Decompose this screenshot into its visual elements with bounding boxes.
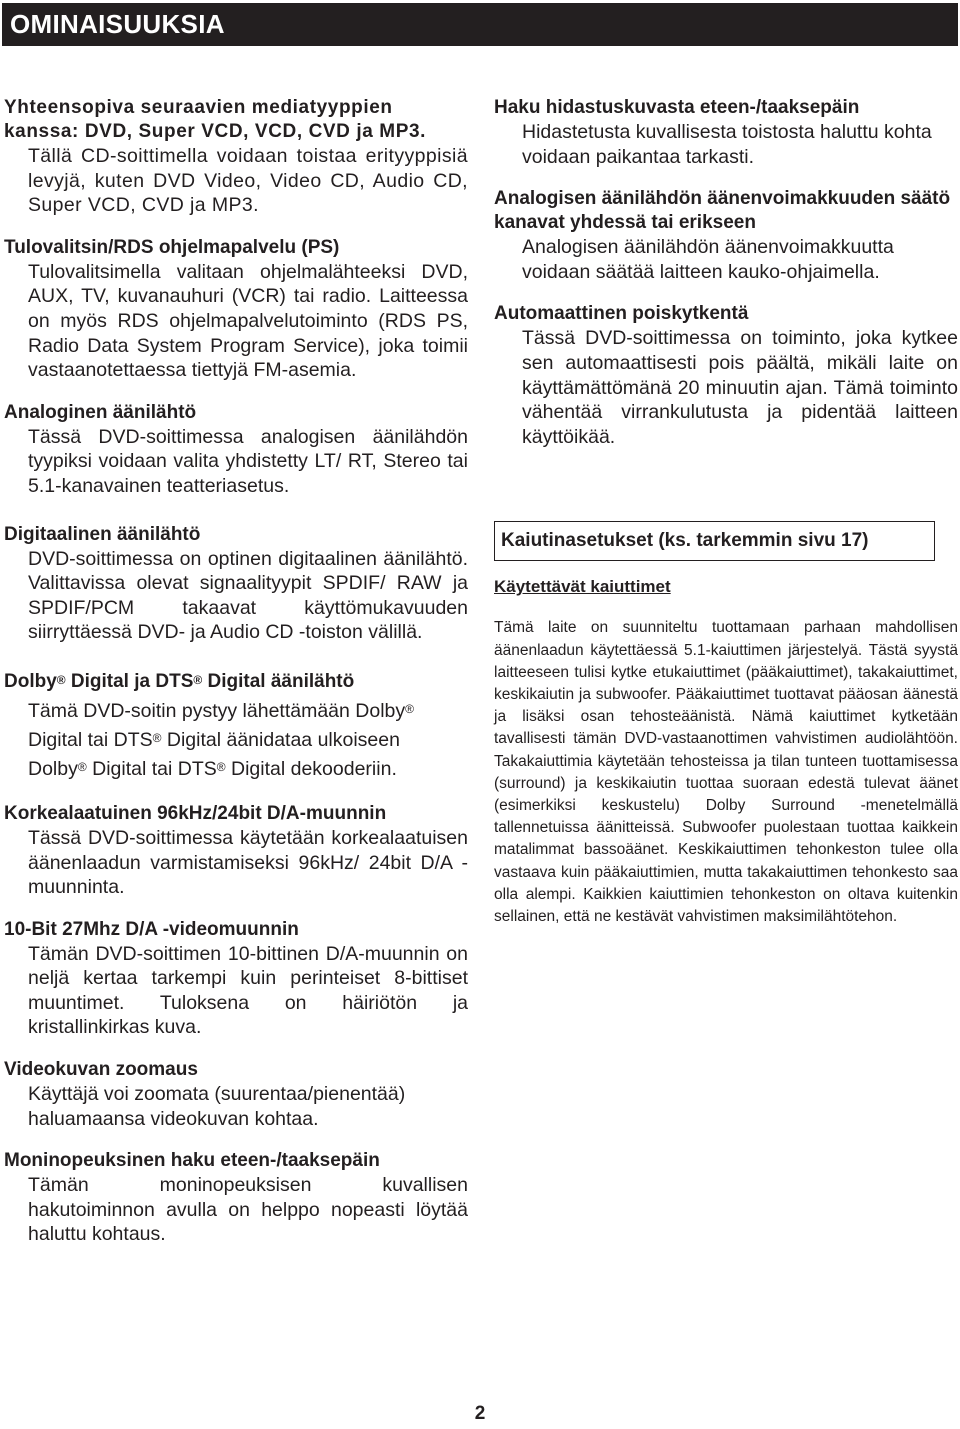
section-title: Videokuvan zoomaus: [4, 1059, 198, 1081]
section-body: Tässä DVD-soittimessa analogisen äänilähdön tyypiksi voidaan valita yhdistetty LT/ RT, Stereo tai 5.1-kanavainen teatteriasetus.: [28, 425, 468, 497]
body-part: Digital tai DTS: [28, 728, 153, 751]
section-body: Tällä CD-soittimella voidaan toistaa erityyppisiä levyjä, kuten DVD Video, Video CD, Audio CD, Super VCD, CVD ja MP3.: [28, 145, 468, 217]
section-title: Automaattinen poiskytkentä: [494, 303, 749, 325]
section-volume-control: [494, 187, 958, 284]
section-title: Haku hidastuskuvasta eteen-/taaksepäin: [494, 97, 860, 118]
title-part: Digital äänilähtö: [202, 670, 355, 692]
section-slow-search: [494, 96, 958, 169]
title-part: Digital ja DTS: [65, 670, 194, 692]
section-title: 10-Bit 27Mhz D/A -videomuunnin: [4, 918, 299, 940]
section-title: Digitaalinen äänilähtö: [4, 523, 201, 545]
section-dac-audio: [4, 802, 468, 900]
section-title: Moninopeuksinen haku eteen-/taaksepäin: [4, 1150, 380, 1172]
registered-mark-icon: ®: [152, 730, 162, 745]
section-digital-audio: [4, 523, 468, 645]
section-title: Korkealaatuinen 96kHz/24bit D/A-muunnin: [4, 802, 387, 824]
section-body: Tulovalitsimella valitaan ohjelmalähteeksi DVD, AUX, TV, kuvanauhuri (VCR) tai radio. Laitteessa on myös RDS ohjelmapalvelutoiminto (RDS PS, Radio Data System Program Service), joka toimii vastaanotettaessa tiettyjä FM-asemia.: [28, 260, 468, 382]
registered-mark-icon: ®: [216, 759, 226, 774]
section-multispeed-search: [4, 1149, 468, 1247]
section-body: Tässä DVD-soittimessa on toiminto, joka kytkee sen automaattisesti pois päältä, mikäli laite on käyttämättömänä 20 minuutin ajan. Tämä toiminto vähentää virrankulutusta ja pidentää laitteen käyttöikää.: [522, 327, 958, 448]
body-part: Digital dekooderiin.: [225, 757, 397, 780]
section-analog-audio: [4, 401, 468, 499]
section-body: Tämän DVD-soittimen 10-bittinen D/A-muunnin on neljä kertaa tarkempi kuin perinteiset 8-bittiset muuntimet. Tuloksena on häiriötön ja kristallinkirkas kuva.: [28, 942, 468, 1039]
section-body: Tämän moninopeuksisen kuvallisen hakutoiminnon avulla on helppo nopeasti löytää haluttu kohtaus.: [28, 1174, 468, 1246]
section-body: DVD-soittimessa on optinen digitaalinen äänilähtö. Valittavissa olevat signaalityypit SPDIF/ RAW ja SPDIF/PCM takaavat käyttömukavuuden siirryttäessä DVD- ja Audio CD -toiston välillä.: [28, 547, 468, 644]
body-part: Tämä DVD-soitin pystyy lähettämään Dolby: [28, 699, 406, 722]
registered-mark-icon: ®: [77, 759, 87, 774]
left-column: [4, 96, 468, 1265]
body-part: Dolby: [28, 757, 78, 780]
section-body: Analogisen äänilähdön äänenvoimakkuutta voidaan säätää laitteen kauko-ohjaimella.: [522, 236, 894, 283]
registered-mark-icon: ®: [405, 701, 414, 716]
body-part: Digital äänidataa ulkoiseen: [161, 728, 400, 751]
section-input-selector: [4, 236, 468, 383]
section-body: Käyttäjä voi zoomata (suurentaa/pienentää) haluamaansa videokuvan kohtaa.: [28, 1083, 406, 1130]
section-video-zoom: [4, 1058, 468, 1131]
page-number: 2: [474, 1403, 486, 1424]
section-dolby-dts: [4, 667, 468, 784]
box-title: Kaiutinasetukset (ks. tarkemmin sivu 17): [501, 530, 869, 552]
subsection-title: Käytettävät kaiuttimet: [494, 577, 671, 597]
speakers-body: Tämä laite on suunniteltu tuottamaan parhaan mahdollisen äänenlaadun käytettäessä 5.1-kaiuttimen järjestelyä. Tästä syystä laitteeseen tulisi kytke etukaiuttimet (pääkaiuttimet), takakaiuttimet, keskikaiutin ja subwoofer. Pääkaiuttimet tuottavat pääosan äänestä ja lisäksi osan tehosteäänistä. Nämä kaiuttimet kytketään tavallisesti tämän DVD-vastaanottimen vahvistimen audiolähtöön. Takakaiuttimia käytetään tehosteissa ja tilan tunteen tuottamisessa (surround) ja keskikaiutin tuottaa suoraan edestä tulevat äänet (esimerkiksi keskustelu) Dolby Surround -menetelmällä tallennetuissa äänitteissä. Subwoofer puolestaan tuottaa kaikkein matalimmat bassoäänet. Keskikaiuttimen tehonkeston tulee olla vastaava kuin pääkaiuttimien, mutta takakaiuttimen tehonkesto saa olla alempi. Kaikkien kaiuttimien tehonkeston on oltava kuitenkin sellainen, että ne kestävät vahvistimen maksimilähtötehon.: [494, 619, 958, 925]
section-title: [4, 667, 468, 697]
section-media-types: [4, 96, 468, 218]
section-title: Analogisen äänilähdön äänenvoimakkuuden säätö kanavat yhdessä tai erikseen: [494, 188, 951, 234]
section-auto-power-off: [494, 302, 958, 449]
speaker-settings-heading-box: [494, 521, 935, 561]
registered-mark-icon: ®: [56, 672, 66, 687]
section-header-bar: [2, 3, 958, 46]
registered-mark-icon: ®: [193, 672, 203, 687]
section-title: Yhteensopiva seuraavien mediatyyppien kanssa: DVD, Super VCD, VCD, CVD ja MP3.: [4, 97, 427, 142]
title-part: Dolby: [4, 670, 57, 692]
body-part: Digital tai DTS: [86, 757, 217, 780]
section-title: Analoginen äänilähtö: [4, 401, 197, 423]
section-body: Hidastetusta kuvallisesta toistosta haluttu kohta voidaan paikantaa tarkasti.: [522, 121, 932, 168]
right-column: [494, 96, 958, 928]
section-body: Tässä DVD-soittimessa käytetään korkealaatuisen äänenlaadun varmistamiseksi 96kHz/ 24bit D/A -muunninta.: [28, 826, 468, 899]
section-body: [4, 697, 468, 784]
page-title: OMINAISUUKSIA: [10, 9, 225, 39]
section-dac-video: [4, 918, 468, 1040]
section-title: Tulovalitsin/RDS ohjelmapalvelu (PS): [4, 236, 340, 258]
